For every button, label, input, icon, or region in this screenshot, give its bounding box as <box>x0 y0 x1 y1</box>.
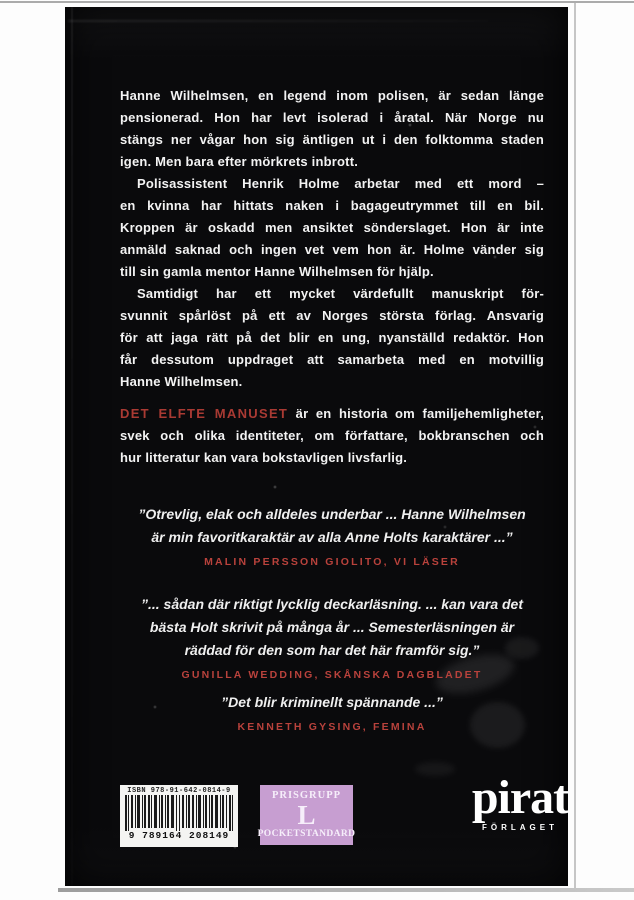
quote-line: ”Det blir kriminellt spännande ...” <box>221 694 443 710</box>
synopsis-line: får dessutom uppdraget att samarbeta med en motvillig <box>120 352 544 367</box>
cover-spine-edge <box>71 7 73 886</box>
review-quote <box>105 503 559 569</box>
cover-crease <box>68 20 488 22</box>
isbn-label: ISBN 978-91-642-0814-9 <box>127 787 231 795</box>
synopsis-line: Kroppen är oskadd men ansiktet sönderslaget. Hon är inte <box>120 220 544 235</box>
price-group-label <box>257 785 356 845</box>
synopsis-paragraph <box>120 173 544 283</box>
quote-source: MALIN PERSSON GIOLITO, VI LÄSER <box>204 556 460 568</box>
quote-line: ”Otrevlig, elak och alldeles underbar ... Hanne Wilhelmsen <box>138 506 526 522</box>
synopsis-line: Hanne Wilhelmsen. <box>120 374 243 389</box>
scan-edge-top <box>0 1 634 3</box>
quote-line: räddad för den som har det här framför sig.” <box>184 642 480 658</box>
synopsis <box>120 85 544 393</box>
publisher-logo <box>435 771 605 832</box>
barcode <box>120 785 238 847</box>
quote-line: ”... sådan där riktigt lycklig deckarläsning. ... kan vara det <box>140 596 524 612</box>
synopsis-paragraph <box>120 85 544 173</box>
review-quote <box>105 593 559 682</box>
synopsis-line: för att jaga rätt på det blir en ung, nyanställd redaktör. Hon <box>120 330 544 345</box>
synopsis-line: stängs ner vågar hon sig äntligen ut i den folktomma staden <box>120 132 544 147</box>
quote-source: KENNETH GYSING, FEMINA <box>237 721 427 733</box>
about-line: hur litteratur kan vara bokstavligen livsfarlig. <box>120 450 408 465</box>
scan-edge-bottom <box>58 888 634 892</box>
about-paragraph <box>120 403 544 469</box>
price-group-title: PRISGRUPP <box>271 790 342 801</box>
synopsis-paragraph <box>120 283 544 393</box>
quote-line: är min favoritkaraktär av alla Anne Holts karaktärer ...” <box>151 529 513 545</box>
synopsis-line: Samtidigt har ett mycket värdefullt manuskript för- <box>137 286 544 301</box>
about-line-rest: är en historia om familjehemligheter, <box>288 406 544 421</box>
isbn-digits: 9 789164 208149 <box>128 830 230 841</box>
synopsis-line: igen. Men bara efter mörkrets inbrott. <box>120 154 359 169</box>
publisher-subtitle: FÖRLAGET <box>482 823 558 832</box>
synopsis-line: pensionerad. Hon har levt isolerad i åratal. När Norge nu <box>120 110 544 125</box>
barcode-bars <box>123 795 235 831</box>
synopsis-line: till sin gamla mentor Hanne Wilhelmsen för hjälp. <box>120 264 434 279</box>
scan-edge-right <box>574 3 576 891</box>
book-title: DET ELFTE MANUSET <box>120 406 289 421</box>
price-group-code: L <box>297 800 316 830</box>
quote-line: bästa Holt skrivit på många år ... Semesterläsningen är <box>149 619 515 635</box>
publisher-name: pirat <box>471 771 569 824</box>
synopsis-line: Polisassistent Henrik Holme arbetar med ett mord – <box>137 176 544 191</box>
synopsis-line: Hanne Wilhelmsen, en legend inom polisen, är sedan länge <box>120 88 544 103</box>
book-back-cover <box>65 7 568 886</box>
scuff-mark <box>415 762 455 776</box>
price-group-standard: POCKETSTANDARD <box>257 829 356 839</box>
synopsis-line: svunnit spårlöst på ett av Norges största förlag. Ansvarig <box>120 308 544 323</box>
about-line <box>120 403 544 425</box>
synopsis-line: anmäld saknad och ingen vet vem hon är. Holme vänder sig <box>120 242 544 257</box>
quote-source: GUNILLA WEDDING, SKÅNSKA DAGBLADET <box>181 669 483 681</box>
synopsis-line: en kvinna har hittats naken i bagageutrymmet till en bil. <box>120 198 544 213</box>
review-quote <box>105 691 559 734</box>
about-line: svek och olika identiteter, om författare, bokbranschen och <box>120 428 544 443</box>
